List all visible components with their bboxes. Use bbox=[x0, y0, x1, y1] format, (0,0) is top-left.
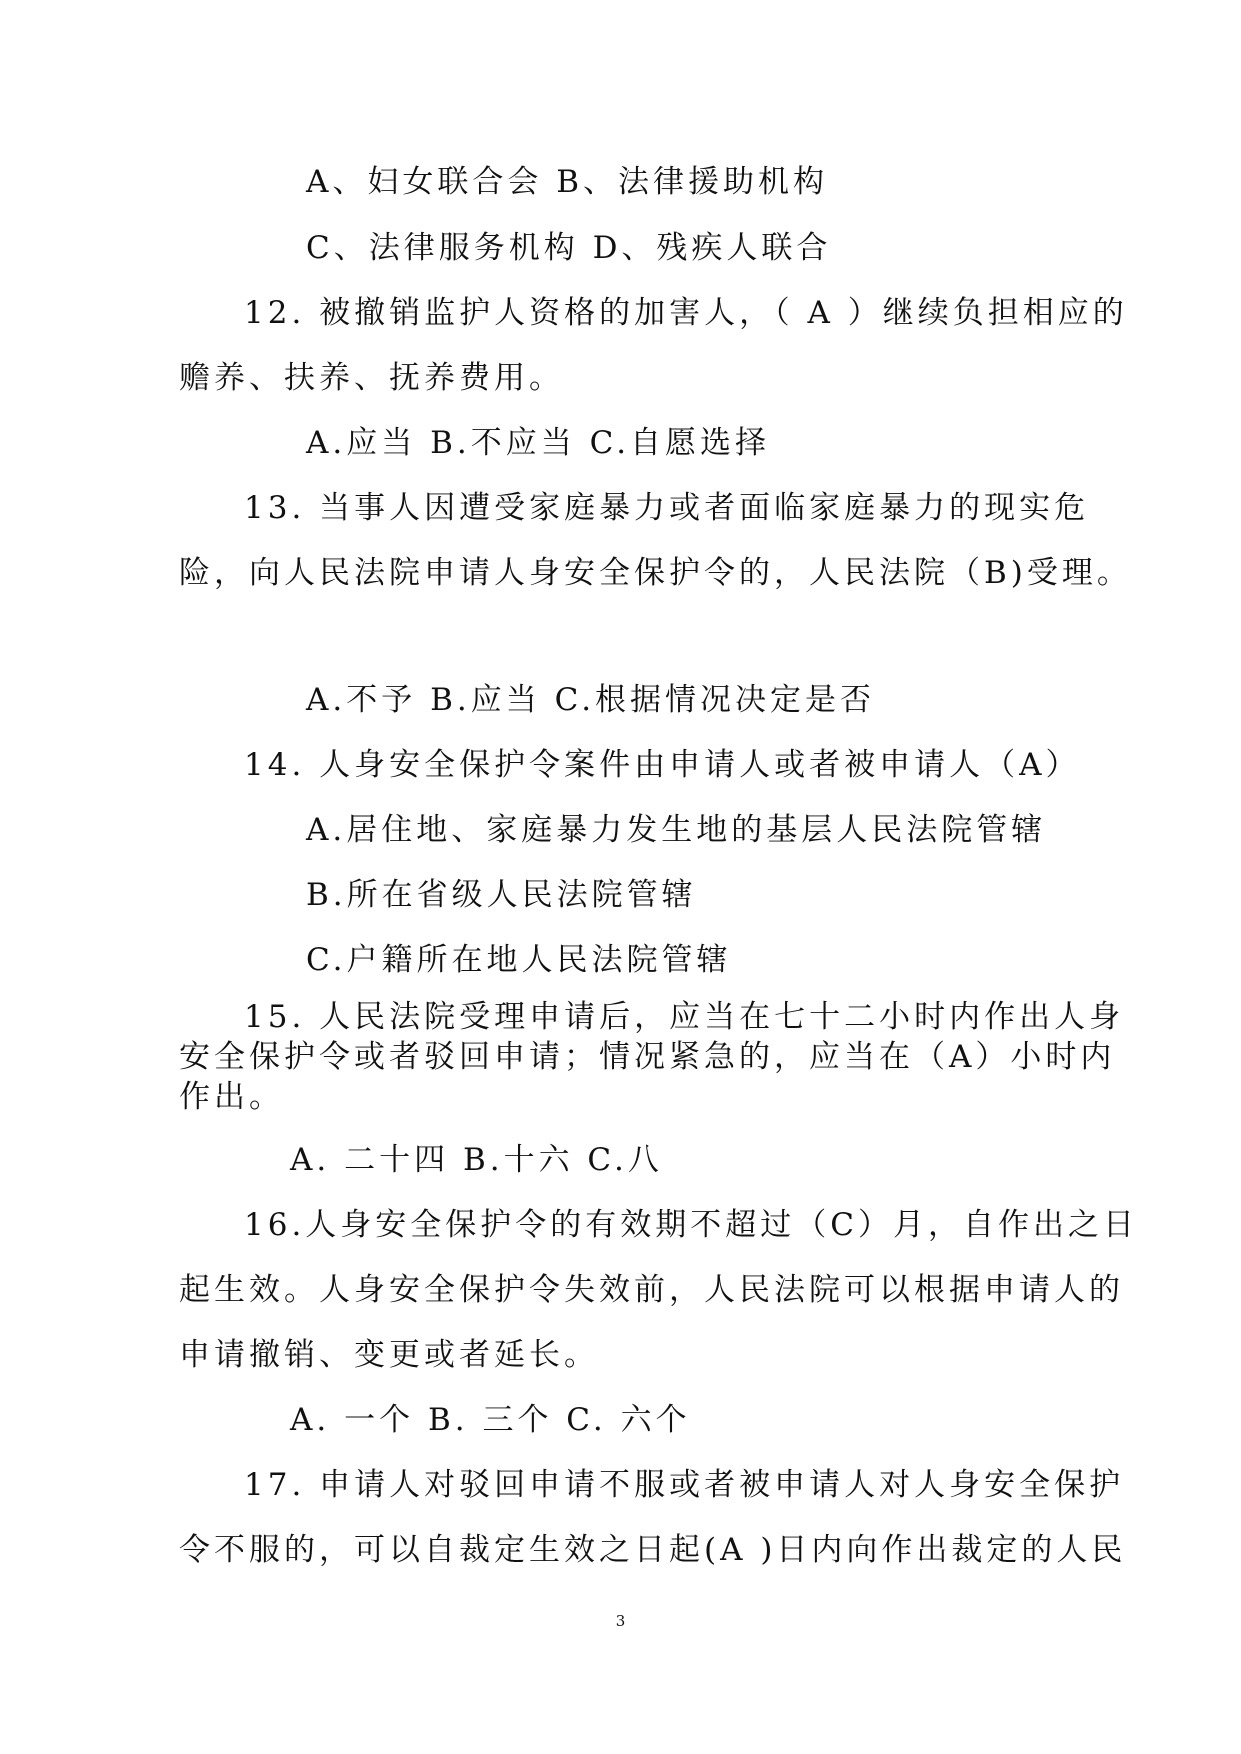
q14-option-c: C.户籍所在地人民法院管辖 bbox=[306, 942, 732, 978]
q17-text-line1: 17. 申请人对驳回申请不服或者被申请人对人身安全保护 bbox=[244, 1467, 1125, 1503]
q11-options-line1: A、妇女联合会 B、法律援助机构 bbox=[306, 164, 829, 200]
q16-options: A. 一个 B. 三个 C. 六个 bbox=[290, 1402, 691, 1438]
q15-text-line3: 作出。 bbox=[179, 1079, 284, 1115]
q12-text-line2: 赡养、扶养、抚养费用。 bbox=[179, 360, 564, 396]
q16-text-line3: 申请撤销、变更或者延长。 bbox=[179, 1337, 599, 1373]
q13-options: A.不予 B.应当 C.根据情况决定是否 bbox=[306, 682, 876, 718]
q16-text-line2: 起生效。人身安全保护令失效前，人民法院可以根据申请人的 bbox=[179, 1272, 1124, 1308]
q15-options: A. 二十四 B.十六 C.八 bbox=[290, 1142, 663, 1178]
q15-text-line2: 安全保护令或者驳回申请；情况紧急的，应当在（A）小时内 bbox=[179, 1039, 1116, 1075]
q14-option-a: A.居住地、家庭暴力发生地的基层人民法院管辖 bbox=[306, 812, 1047, 848]
q12-text-line1: 12. 被撤销监护人资格的加害人，（ A ）继续负担相应的 bbox=[244, 295, 1128, 331]
q12-options: A.应当 B.不应当 C.自愿选择 bbox=[306, 425, 771, 461]
q16-text-line1: 16.人身安全保护令的有效期不超过（C）月，自作出之日 bbox=[244, 1207, 1139, 1243]
q17-text-line2: 令不服的，可以自裁定生效之日起(A )日内向作出裁定的人民 bbox=[179, 1532, 1127, 1568]
q15-text-line1: 15. 人民法院受理申请后，应当在七十二小时内作出人身 bbox=[244, 999, 1125, 1035]
q14-text-line1: 14. 人身安全保护令案件由申请人或者被申请人（A） bbox=[244, 747, 1081, 783]
page-number: 3 bbox=[615, 1612, 626, 1630]
q11-options-line2: C、法律服务机构 D、残疾人联合 bbox=[306, 230, 832, 266]
q13-text-line2: 险，向人民法院申请人身安全保护令的，人民法院（B)受理。 bbox=[179, 555, 1132, 591]
q13-text-line1: 13. 当事人因遭受家庭暴力或者面临家庭暴力的现实危 bbox=[244, 490, 1090, 526]
q14-option-b: B.所在省级人民法院管辖 bbox=[306, 877, 697, 913]
